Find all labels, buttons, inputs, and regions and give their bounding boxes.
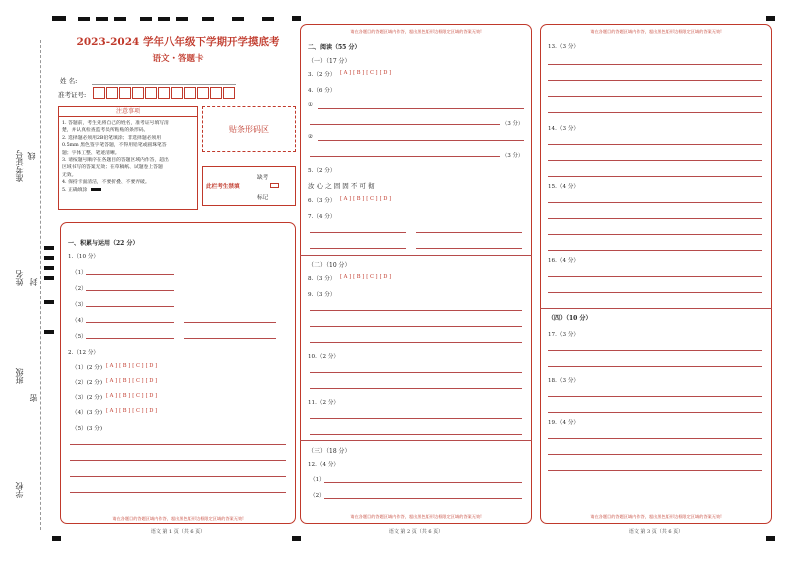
- question-12: 12.（4 分）: [308, 462, 340, 468]
- answer-line[interactable]: [548, 292, 762, 293]
- option-bubble[interactable]: [ C ]: [366, 274, 378, 280]
- question-8: 8.（3 分）: [308, 276, 336, 282]
- timing-mark: [96, 17, 108, 21]
- section-divider: [300, 255, 532, 256]
- answer-line[interactable]: [310, 434, 522, 435]
- absent-checkbox[interactable]: [270, 183, 279, 188]
- question-5: 5.（2 分）: [308, 168, 336, 174]
- timing-mark: [766, 16, 775, 21]
- option-bubble[interactable]: [ D ]: [145, 408, 158, 414]
- question-2: 2.（12 分）: [68, 350, 100, 356]
- q1-sub-1: （1）: [72, 270, 87, 276]
- answer-line[interactable]: [184, 338, 276, 339]
- answer-line[interactable]: [548, 366, 762, 367]
- option-bubble[interactable]: [ B ]: [119, 363, 131, 369]
- q2-sub-1-options[interactable]: [106, 363, 157, 369]
- q2-sub-1: （1）(2 分): [72, 365, 103, 371]
- binding-class-label: 班级: [15, 368, 24, 384]
- answer-line[interactable]: [184, 322, 276, 323]
- q4-score-1: （3 分）: [502, 121, 524, 127]
- binding-seal-label: 封: [29, 278, 38, 286]
- answer-line[interactable]: [548, 160, 762, 161]
- answer-line[interactable]: [548, 470, 762, 471]
- boundary-hint-2-bottom: 请在各题目的答题区域内作答，超出黑色矩形边框限定区域的答案无效!: [350, 514, 482, 519]
- option-bubble[interactable]: [ C ]: [366, 70, 378, 76]
- q4-item-1: ①: [308, 102, 314, 108]
- q1-sub-3: （3）: [72, 302, 87, 308]
- binding-id-label: 准考证号: [15, 150, 24, 182]
- timing-mark: [292, 16, 301, 21]
- q2-sub-5: （5）(3 分): [72, 426, 103, 432]
- answer-line[interactable]: [86, 338, 174, 339]
- timing-mark: [262, 17, 274, 21]
- option-bubble[interactable]: [ D ]: [379, 70, 392, 76]
- answer-panel-1: [60, 222, 296, 524]
- timing-mark: [44, 330, 54, 334]
- binding-school-label: 学校: [15, 482, 24, 498]
- option-bubble[interactable]: [ A ]: [340, 70, 352, 76]
- answer-line[interactable]: [70, 492, 286, 493]
- option-bubble[interactable]: [ A ]: [106, 393, 118, 399]
- page-subtitle: 语文・答题卡: [152, 54, 204, 64]
- q6-options[interactable]: [340, 196, 391, 202]
- id-label: 准考证号:: [58, 91, 87, 99]
- q2-sub-2-options[interactable]: [106, 378, 157, 384]
- q1-sub-5: （5）: [72, 334, 87, 340]
- notes-box: [58, 106, 198, 210]
- question-11: 11.（2 分）: [308, 400, 340, 406]
- answer-line[interactable]: [548, 218, 762, 219]
- option-bubble[interactable]: [ B ]: [353, 274, 365, 280]
- section-divider: [540, 308, 772, 309]
- answer-line[interactable]: [548, 412, 762, 413]
- note-item: 2. 选择题必须用2B铅笔填涂；非选择题必须用: [62, 135, 162, 141]
- absent-box: [202, 166, 296, 206]
- option-bubble[interactable]: [ C ]: [132, 393, 144, 399]
- answer-line[interactable]: [70, 476, 286, 477]
- timing-mark: [78, 17, 90, 21]
- option-bubble[interactable]: [ D ]: [145, 393, 158, 399]
- answer-line[interactable]: [324, 482, 522, 483]
- option-bubble[interactable]: [ D ]: [379, 274, 392, 280]
- question-19: 19.（4 分）: [548, 420, 580, 426]
- q12-item-2: （2）: [310, 493, 325, 499]
- answer-line[interactable]: [310, 310, 522, 311]
- q5-sentence: 汝 心 之 固 固 不 可 彻: [308, 182, 375, 190]
- section-divider: [300, 440, 532, 441]
- answer-line[interactable]: [310, 156, 500, 157]
- timing-mark: [232, 17, 244, 21]
- answer-line[interactable]: [310, 248, 406, 249]
- answer-line[interactable]: [416, 232, 522, 233]
- question-4: 4.（6 分）: [308, 88, 336, 94]
- option-bubble[interactable]: [ D ]: [145, 363, 158, 369]
- answer-line[interactable]: [318, 140, 524, 141]
- name-label: 姓 名:: [60, 77, 78, 85]
- section-1-title: 一、积累与运用（22 分）: [68, 240, 139, 247]
- timing-mark: [202, 17, 214, 21]
- part-4-title: （四）（10 分）: [548, 315, 592, 322]
- q2-sub-3: （3）(2 分): [72, 395, 103, 401]
- note-item: 5. 正确填涂: [62, 187, 197, 194]
- page-footer-1: 语文 第 1 页（共 6 页）: [150, 529, 206, 535]
- answer-line[interactable]: [86, 274, 174, 275]
- answer-line[interactable]: [548, 234, 762, 235]
- answer-line[interactable]: [548, 250, 762, 251]
- option-bubble[interactable]: [ C ]: [132, 408, 144, 414]
- q2-sub-4: （4）(3 分): [72, 410, 103, 416]
- part-2-title: （二）（10 分）: [308, 262, 351, 269]
- answer-line[interactable]: [310, 124, 500, 125]
- option-bubble[interactable]: [ C ]: [366, 196, 378, 202]
- timing-mark: [44, 256, 54, 260]
- answer-line[interactable]: [548, 96, 762, 97]
- option-bubble[interactable]: [ A ]: [106, 363, 118, 369]
- answer-line[interactable]: [310, 232, 406, 233]
- question-6: 6.（3 分）: [308, 198, 336, 204]
- answer-line[interactable]: [548, 454, 762, 455]
- timing-mark: [158, 17, 170, 21]
- option-bubble[interactable]: [ D ]: [145, 378, 158, 384]
- answer-line[interactable]: [324, 498, 522, 499]
- answer-line[interactable]: [310, 418, 522, 419]
- option-bubble[interactable]: [ B ]: [119, 378, 131, 384]
- timing-mark: [176, 17, 188, 21]
- question-14: 14.（3 分）: [548, 126, 580, 132]
- part-1-title: （一）（17 分）: [308, 58, 351, 65]
- note-item: 1. 答题前，考生先将自己的姓名，准考证号填写清: [62, 121, 169, 126]
- option-bubble[interactable]: [ D ]: [379, 196, 392, 202]
- question-9: 9.（3 分）: [308, 292, 336, 298]
- note-item: 楚，并认真检查监考员所粘贴的条形码。: [62, 128, 149, 134]
- q12-item-1: （1）: [310, 477, 325, 483]
- answer-line[interactable]: [548, 64, 762, 65]
- answer-line[interactable]: [310, 388, 522, 389]
- question-7: 7.（4 分）: [308, 214, 336, 220]
- question-10: 10.（2 分）: [308, 354, 340, 360]
- question-17: 17.（3 分）: [548, 332, 580, 338]
- note-item: 区域书写的答案无效；在草稿纸、试题卷上答题: [62, 165, 163, 171]
- answer-line[interactable]: [548, 176, 762, 177]
- question-13: 13.（3 分）: [548, 44, 580, 50]
- answer-line[interactable]: [548, 202, 762, 203]
- answer-line[interactable]: [548, 350, 762, 351]
- answer-panel-3: [540, 24, 772, 524]
- timing-mark: [44, 276, 54, 280]
- answer-line[interactable]: [86, 306, 174, 307]
- name-field[interactable]: [92, 84, 236, 85]
- binding-line-label: 线: [27, 152, 36, 160]
- page-title: 2023-2024 学年八年级下学期开学摸底考: [76, 36, 280, 48]
- timing-mark: [114, 17, 126, 21]
- notes-title: 注意事项: [59, 107, 197, 117]
- timing-mark: [52, 536, 61, 541]
- option-bubble[interactable]: [ B ]: [119, 408, 131, 414]
- timing-mark: [292, 536, 301, 541]
- note-item: 0.5mm 黑色签字笔答题，不得用铅笔或圆珠笔答: [62, 143, 167, 149]
- option-bubble[interactable]: [ B ]: [353, 196, 365, 202]
- answer-line[interactable]: [548, 396, 762, 397]
- answer-line[interactable]: [416, 248, 522, 249]
- note-item: 题；字体工整、笔迹清晰。: [62, 150, 120, 156]
- option-bubble[interactable]: [ A ]: [106, 378, 118, 384]
- answer-line[interactable]: [548, 276, 762, 277]
- page-footer-2: 语文 第 2 页（共 6 页）: [388, 529, 444, 535]
- part-3-title: （三）（18 分）: [308, 448, 351, 455]
- id-cells[interactable]: [93, 87, 236, 99]
- boundary-hint-2-top: 请在各题目的答题区域内作答，超出黑色矩形边框限定区域的答案无效!: [350, 29, 482, 34]
- note-item: 无效。: [62, 172, 77, 178]
- timing-mark: [44, 266, 54, 270]
- q2-sub-4-options[interactable]: [106, 408, 157, 414]
- timing-mark: [44, 300, 54, 304]
- timing-mark: [44, 246, 54, 250]
- answer-line[interactable]: [86, 290, 174, 291]
- answer-line[interactable]: [70, 444, 286, 445]
- absent-mark-2: 标记: [257, 195, 269, 201]
- answer-line[interactable]: [310, 342, 522, 343]
- option-bubble[interactable]: [ A ]: [106, 408, 118, 414]
- barcode-label: 贴条形码区: [229, 124, 269, 134]
- notes-list: [59, 117, 197, 194]
- answer-line[interactable]: [548, 80, 762, 81]
- option-bubble[interactable]: [ B ]: [119, 393, 131, 399]
- answer-line[interactable]: [318, 108, 524, 109]
- option-bubble[interactable]: [ C ]: [132, 363, 144, 369]
- timing-mark: [52, 16, 66, 21]
- answer-line[interactable]: [86, 322, 174, 323]
- q4-item-2: ②: [308, 134, 314, 140]
- note-item: 4. 保持卡面清洁，不要折叠、不要弄破。: [62, 180, 150, 186]
- answer-line[interactable]: [70, 460, 286, 461]
- q8-options[interactable]: [340, 274, 391, 280]
- answer-line[interactable]: [310, 372, 522, 373]
- q1-sub-2: （2）: [72, 286, 87, 292]
- note-item: 3. 请按题号顺序在各题目的答题区域内作答，超出: [62, 158, 169, 164]
- boundary-hint-1: 请在各题目的答题区域内作答，超出黑色矩形边框限定区域的答案无效!: [112, 516, 244, 521]
- option-bubble[interactable]: [ C ]: [132, 378, 144, 384]
- question-1: 1.（10 分）: [68, 254, 100, 260]
- answer-line[interactable]: [548, 438, 762, 439]
- page-footer-3: 语文 第 3 页（共 6 页）: [628, 529, 684, 535]
- binding-dashed-line: [40, 40, 41, 530]
- q2-sub-2: （2）(2 分): [72, 380, 103, 386]
- timing-mark: [766, 536, 775, 541]
- barcode-area: [202, 106, 296, 152]
- answer-line[interactable]: [548, 144, 762, 145]
- binding-secret-label: 密: [29, 394, 38, 402]
- boundary-hint-3-bottom: 请在各题目的答题区域内作答，超出黑色矩形边框限定区域的答案无效!: [590, 514, 722, 519]
- question-18: 18.（3 分）: [548, 378, 580, 384]
- boundary-hint-3-top: 请在各题目的答题区域内作答，超出黑色矩形边框限定区域的答案无效!: [590, 29, 722, 34]
- question-16: 16.（4 分）: [548, 258, 580, 264]
- question-15: 15.（4 分）: [548, 184, 580, 190]
- question-3: 3.（2 分）: [308, 72, 336, 78]
- answer-line[interactable]: [310, 326, 522, 327]
- q1-sub-4: （4）: [72, 318, 87, 324]
- option-bubble[interactable]: [ A ]: [340, 274, 352, 280]
- option-bubble[interactable]: [ B ]: [353, 70, 365, 76]
- q3-options[interactable]: [340, 70, 391, 76]
- filled-bubble-sample: [91, 188, 101, 191]
- binding-name-label: 姓名: [15, 270, 24, 286]
- timing-mark: [140, 17, 152, 21]
- answer-line[interactable]: [548, 112, 762, 113]
- q2-sub-3-options[interactable]: [106, 393, 157, 399]
- q4-score-2: （3 分）: [502, 153, 524, 159]
- absent-label: 此栏考生禁填: [206, 184, 240, 190]
- absent-mark-1: 缺考: [257, 175, 269, 181]
- option-bubble[interactable]: [ A ]: [340, 196, 352, 202]
- section-2-title: 二、阅读（55 分）: [308, 44, 361, 51]
